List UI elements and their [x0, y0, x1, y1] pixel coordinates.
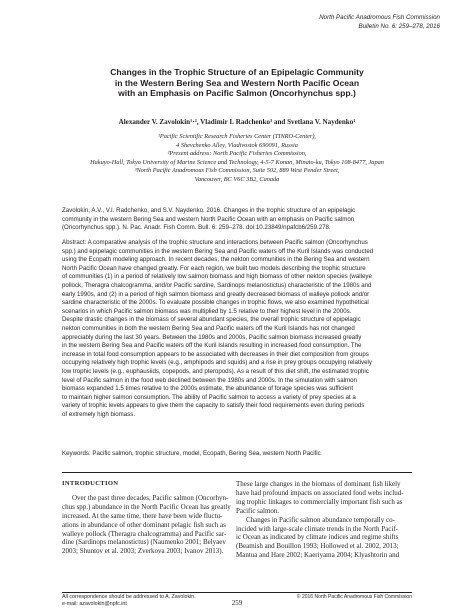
body-line: walleye pollock (Theragra chalcogramma) and Pacific sar- [62, 529, 227, 538]
affiliation-line: Vancouver, BC V6C 3B2, Canada [194, 175, 280, 183]
abstract-line: sardine characteristic of the 2000s. To evaluate possible changes in trophic flows, we also examined hypothetical [62, 299, 369, 307]
abstract-line: early 1990s, and (2) in a period of high salmon biomass and greatly decreased biomass of walleye pollock and/or [62, 290, 370, 298]
abstract-line: of communities (1) in a period of relatively low salmon biomass and high biomass of other nekton species (walleye [62, 273, 372, 281]
abstract-line: occupying relatively high trophic levels (e.g., amphipods and squids) and a rise in prey groups occupying relatively [62, 359, 372, 367]
abstract-line: nekton communities in both the western Bering Sea and Pacific waters off the Kuril Islands has not changed [62, 324, 355, 332]
citation [62, 207, 412, 233]
abstract-line: in the western Bering Sea and Pacific waters off the Kuril Islands resulting in increased food consumption. The [62, 342, 362, 350]
abstract-line: using the Ecopath modeling approach. In recent decades, the nekton communities in the Bering Sea and western [62, 256, 370, 264]
copyright-notice: © 2016 North Pacific Anadromous Fish Commission [296, 594, 412, 600]
body-line: incided with large-scale climate trends in the North Pacif- [236, 524, 398, 533]
abstract-line: spp.) and epipelagic communities in the western Bering Sea and Pacific waters off the Kuril Islands was conducted [62, 247, 374, 255]
section-heading-introduction: INTRODUCTION [62, 480, 119, 487]
body-line: increased. At the same time, there have been wide fluctu- [62, 511, 223, 520]
journal-header [319, 14, 440, 31]
body-line: Over the past three decades, Pacific salmon (Oncorhyn- [72, 493, 229, 502]
affiliation-line: 4 Shevchenko Alley, Vladivostok 690091, Russia [176, 141, 298, 149]
title-line: Changes in the Trophic Structure of an Epipelagic Community [110, 67, 364, 77]
abstract-line: scenarios in which Pacific salmon biomass was multiplied by 1.5 relative to their highest level in the 2000s. [62, 307, 352, 315]
body-line: Mantua and Hare 2002; Kaeriyama 2004; Klyashtorin and [236, 551, 400, 560]
footnote-divider [62, 592, 412, 593]
abstract-line: Abstract: A comparative analysis of the trophic structure and interactions between Pacific salmon (Oncorhynchus [62, 239, 368, 246]
citation-line: Zavolokin, A.V., V.I. Radchenko, and S.V. Naydenko. 2016. Changes in the trophic structure of an epipelagic [62, 207, 356, 214]
keywords: Keywords: Pacific salmon, trophic structure, model, Ecopath, Bering Sea, western North Pacific [62, 450, 321, 457]
section-divider [62, 472, 412, 473]
affiliation-line: ³North Pacific Anadromous Fish Commission, Suite 502, 889 West Pender Street, [134, 167, 340, 175]
title-line: in the Western Bering Sea and Western North Pacific Ocean [114, 77, 360, 88]
journal-bulletin: Bulletin No. 6: 259–278, 2016 [358, 22, 440, 30]
body-column-right [236, 480, 412, 560]
abstract [62, 239, 412, 419]
body-line: chus spp.) abundance in the North Pacific Ocean has greatly [62, 502, 231, 511]
abstract-line: increase in total food consumption appears to be associated with decreases in their diet composition from groups [62, 350, 369, 358]
affiliation-line: ²Present address: North Pacific Fisheries Commission, [167, 150, 307, 158]
abstract-line: appreciably during the last 30 years. Between the 1980s and 2000s, Pacific salmon biomass increased greatly [62, 333, 362, 341]
body-line: (Beamish and Bouillon 1993; Hollowed et al. 2002, 2013; [236, 542, 399, 551]
abstract-line: variety of trophic levels appears to give them the capacity to satisfy their food requirements even during periods [62, 402, 365, 410]
author-list: Alexander V. Zavolokin¹·², Vladimir I. Radchenko³ and Svetlana V. Naydenko¹ [118, 118, 356, 126]
body-line: dine (Sardinops melanostictus) (Naumenko 2001; Belyaev [62, 538, 226, 547]
affiliation-line: Hakuyo-Hall, Tokyo University of Marine Science and Technology, 4-5-7 Konan, Minato-ku, Tokyo 108-8477, Japan [90, 158, 384, 166]
citation-line: (Oncorhynchus spp.). N. Pac. Anadr. Fish Comm. Bull. 6: 259–278. doi:10.23849/npafcb6/259.278. [62, 224, 331, 232]
abstract-line: of extremely high biomass. [62, 410, 136, 418]
paper-title [40, 67, 434, 99]
body-line: ations in abundance of other dominant pelagic fish such as [62, 520, 226, 529]
affiliations [20, 133, 454, 185]
body-line: have had profound impacts on associated food webs includ- [236, 488, 404, 497]
abstract-line: biomass expanded 1.5 times relative to the 2000s estimate, the abundance of forage species was sufficient [62, 385, 354, 393]
abstract-line: low trophic levels (e.g., euphausiids, copepods, and pteropods). As a result of this diet shift, the estimated trophic [62, 367, 369, 375]
title-line: with an Emphasis on Pacific Salmon (Oncorhynchus spp.) [118, 88, 356, 99]
abstract-line: to maintain higher salmon consumption. The ability of Pacific salmon to access a variety of prey species at a [62, 393, 356, 401]
citation-line: community in the western Bering Sea and western North Pacific Ocean with an emphasis on Pacific salmon [62, 215, 355, 223]
body-line: Pacific salmon. [236, 506, 280, 515]
body-line: Changes in Pacific salmon abundance temporally co- [246, 515, 395, 524]
abstract-line: level of Pacific salmon in the food web declined between the 1980s and 2000s. In the simulation with salmon [62, 376, 357, 384]
abstract-line: North Pacific Ocean have changed greatly. For each region, we built two models describing the trophic structure [62, 264, 366, 272]
body-line: These large changes in the biomass of dominant fish likely [236, 480, 401, 488]
body-line: ic Ocean as indicated by climate indices and regime shifts [236, 533, 399, 542]
affiliation-line: ¹Pacific Scientific Research Fisheries Center (TINRO-Center), [158, 133, 316, 140]
body-column-left [62, 480, 238, 556]
abstract-line: pollock, Theragra chalcogramma, and/or Pacific sardine, Sardinops melanostictus) characteristic of the 1980s and [62, 281, 372, 289]
body-line: ing trophic linkages to commercially important fish such as [236, 497, 403, 506]
body-line: 2003; Shuntov et al. 2003; Zverkova 2003; Ivanov 2013). [62, 547, 224, 556]
page-number: 259 [231, 599, 243, 607]
journal-name: North Pacific Anadromous Fish Commission [319, 14, 440, 21]
footnote-line: All correspondence should be addressed to A. Zavolokin. [62, 594, 196, 600]
footnote-email: e-mail: azavolokin@npfc.int [62, 601, 127, 608]
abstract-line: Despite drastic changes in the biomass of several abundant species, the overall trophic structure of epipelagic [62, 316, 361, 324]
